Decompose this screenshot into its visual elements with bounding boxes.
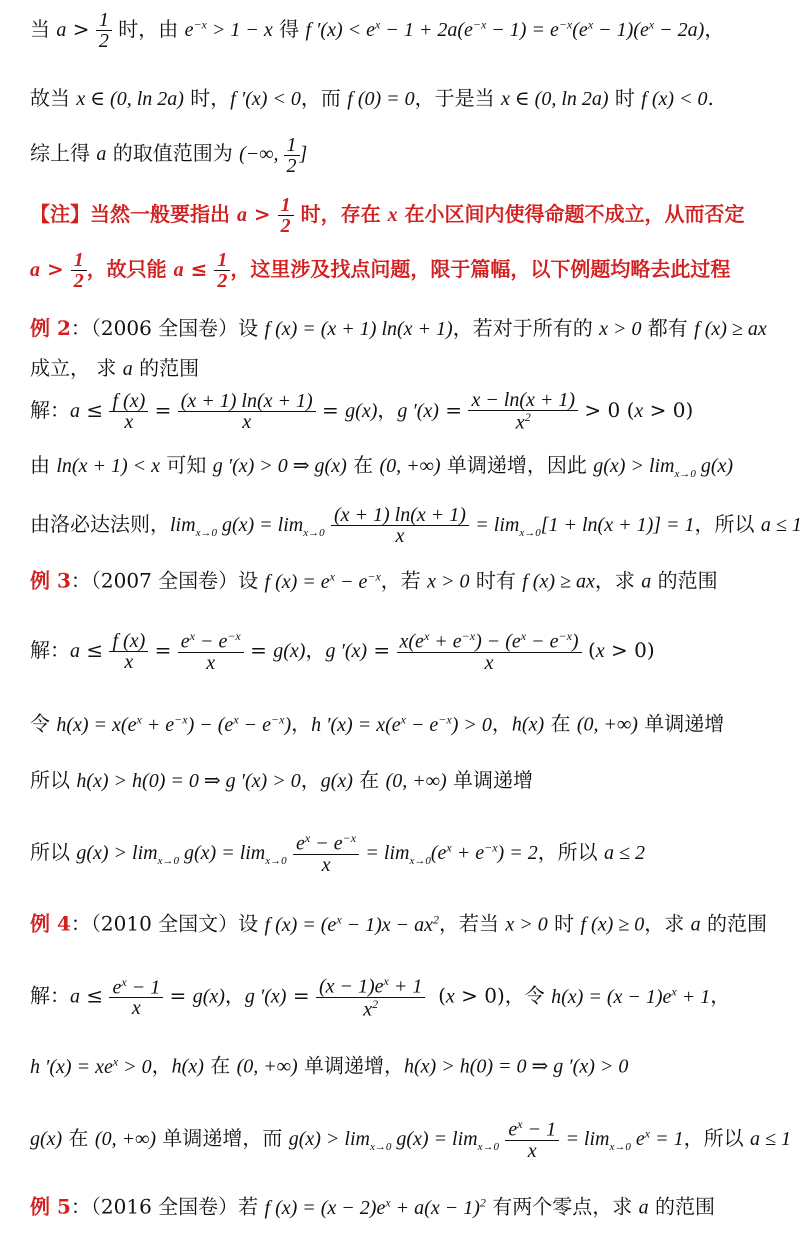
math-line-12: 解：a ≤ $\frac{f (x)}{x}$ = $\frac{e^x - e^{-x}}{x}$ = g(x)，g ′(x) = $\frac{x(e^x + e^{-x}) - (e^x - e^{-x})}{x}$ (x > 0) [30, 629, 655, 674]
math-line-15: 所以 $g(x) > \lim_{x\to 0} g(x) = \lim_{x\to 0}$ $\frac{e^x - e^{-x}}{x}$ = $\lim_{x\to 0}(e^x + e^{-x}) = 2$，所以 a ≤ 2 [30, 831, 646, 876]
math-line-11: 例 3：（2007 全国卷）设 f $(x) = e^x - e^{-x}$，若 x > 0 时有 f (x) ≥ ax，求 a 的范围 [30, 568, 718, 593]
math-line-6: 例 2：（2006 全国卷）设 f (x) = (x + 1) ln(x + 1)，若对于所有的 x > 0 都有 f (x) ≥ ax [30, 316, 767, 340]
math-line-16: 例 4：（2010 全国文）设 f $(x) = (e^x - 1)x - ax^2$，若当 x > 0 时 f (x) ≥ 0，求 a 的范围 [30, 911, 767, 936]
math-line-4: 【注】当然一般要指出 a > $\frac{1}{2}$ 时，存在 x 在小区间内使得命题不成立，从而否定 [30, 194, 745, 237]
math-line-7: 成立， 求 a 的范围 [30, 356, 200, 380]
math-line-3: 综上得 a 的取值范围为 (−∞, $\frac{1}{2}$ ] [30, 134, 308, 177]
math-line-14: 所以 h(x) > h(0) = 0 ⇒ g ′(x) > 0，g(x) 在 (0, +∞) 单调递增 [30, 768, 534, 792]
math-line-10: 由洛必达法则，$\lim_{x\to 0} g(x) = \lim_{x\to 0}$ $\frac{(x + 1) \ln(x + 1)}{x}$ = $\lim_{x\to 0}[1 + \ln(x + 1)] = 1$，所以 a ≤ 1 [30, 504, 802, 547]
math-line-17: 解：a ≤ $\frac{e^x - 1}{x}$ = g(x)，g ′(x) = $\frac{(x - 1)e^x + 1}{x^2}$ (x > 0)，令 $h(x) = (x - 1)e^x + 1$， [30, 974, 731, 1021]
math-line-8: 解：a ≤ $\frac{f (x)}{x}$ = $\frac{(x + 1) \ln(x + 1)}{x}$ = g(x)，g ′(x) = $\frac{x - \ln(x + 1)}{x^2}$ > 0 (x > 0) [30, 389, 694, 434]
math-line-18: h $'(x) = xe^x > 0$，h(x) 在 (0, +∞) 单调递增，h(x) > h(0) = 0 ⇒ g ′(x) > 0 [30, 1053, 629, 1078]
math-line-9: 由 ln(x + 1) < x 可知 g ′(x) > 0 ⇒ g(x) 在 (0, +∞) 单调递增，因此 $g(x) > \lim_{x\to 0} g(x)$ [30, 453, 734, 480]
math-line-1: 当 a > $\frac{1}{2}$ 时，由 $e^{-x} > 1 - x$ 得 f $'(x) < e^x - 1 + 2a(e^{-x} - 1) = e^{-x}(e^x - 1)(e^x - 2a)$， [30, 9, 725, 52]
math-line-20: 例 5：（2016 全国卷）若 f $(x) = (x - 2)e^x + a(x - 1)^2$ 有两个零点，求 a 的范围 [30, 1194, 715, 1219]
math-line-19: g(x) 在 (0, +∞) 单调递增，而 $g(x) > \lim_{x\to 0} g(x) = \lim_{x\to 0}$ $\frac{e^x - 1}{x}$ = $\lim_{x\to 0} e^x = 1$，所以 a ≤ 1 [30, 1117, 791, 1162]
math-line-13: 令 $h(x) = x(e^x + e^{-x}) - (e^x - e^{-x})$，h $'(x) = x(e^x - e^{-x}) > 0$，h(x) 在 (0, +∞) 单调递增 [30, 711, 725, 736]
math-line-2: 故当 x ∈ (0, ln 2a) 时，f ′(x) < 0，而 f (0) = 0，于是当 x ∈ (0, ln 2a) 时 f (x) < 0. [30, 86, 714, 110]
math-line-5: a > $\frac{1}{2}$ ，故只能 a ≤ $\frac{1}{2}$ ，这里涉及找点问题，限于篇幅，以下例题均略去此过程 [30, 249, 731, 292]
